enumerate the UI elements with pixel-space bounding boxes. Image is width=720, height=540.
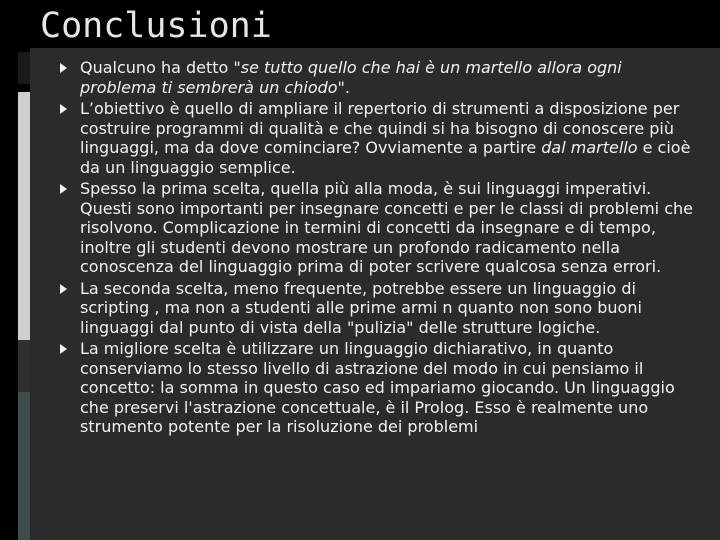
bullet-text: La migliore scelta è utilizzare un linguaggio dichiarativo, in quanto conserviamo lo stesso livello di astrazione del modo in cui pensiamo il concetto: la somma in questo caso ed impariamo giocando. Un linguaggio che preservi l'astrazione concettuale, è il Prolog. Esso è realmente uno strumento potente per la risoluzione dei problemi bbox=[80, 339, 675, 436]
bullet-text: Qualcuno ha detto " bbox=[80, 58, 241, 77]
bullet-text: ". bbox=[337, 77, 350, 97]
bullet-text-italic: dal martello bbox=[541, 138, 638, 157]
bullet-item bbox=[60, 58, 700, 97]
bullet-arrow-icon bbox=[60, 63, 67, 73]
bullet-text: La seconda scelta, meno frequente, potrebbe essere un linguaggio di scripting , ma non a studenti alle prime armi n quanto non sono buoni linguaggi dal punto di vista della "pulizia" delle strutture logiche. bbox=[80, 278, 642, 337]
slide-title: Conclusioni bbox=[40, 6, 272, 46]
bullet-text: Spesso la prima scelta, quella più alla moda, è sui linguaggi imperativi. Questi sono importanti per insegnare concetti e per le classi di problemi che risolvono. Complicazione in termini di concetti da insegnare e di tempo, inoltre gli studenti devono mostrare un profondo radicamento nella conoscenza del linguaggio prima di poter scrivere qualcosa senza errori. bbox=[80, 179, 693, 276]
bullet-arrow-icon bbox=[60, 284, 67, 294]
bullet-list bbox=[60, 58, 700, 439]
bullet-item bbox=[60, 279, 700, 338]
bullet-arrow-icon bbox=[60, 344, 67, 354]
decorative-bar bbox=[18, 52, 30, 84]
decorative-bar bbox=[18, 340, 30, 392]
bullet-text-italic: se tutto quello che hai è un martello allora ogni problema ti sembrerà un chiodo bbox=[80, 58, 622, 97]
bullet-text: L’obiettivo è quello di ampliare il repertorio di strumenti a disposizione per costruire programmi di qualità e che quindi si ha bisogno di conoscere più linguaggi, ma da dove cominciare? Ovviamente a partire bbox=[80, 99, 680, 157]
bullet-text: e cioè da un linguaggio semplice. bbox=[80, 138, 691, 177]
bullet-item bbox=[60, 339, 700, 437]
bullet-arrow-icon bbox=[60, 184, 67, 194]
bullet-arrow-icon bbox=[60, 104, 67, 114]
decorative-bar bbox=[18, 392, 30, 540]
bullet-item bbox=[60, 179, 700, 277]
bullet-item bbox=[60, 99, 700, 177]
